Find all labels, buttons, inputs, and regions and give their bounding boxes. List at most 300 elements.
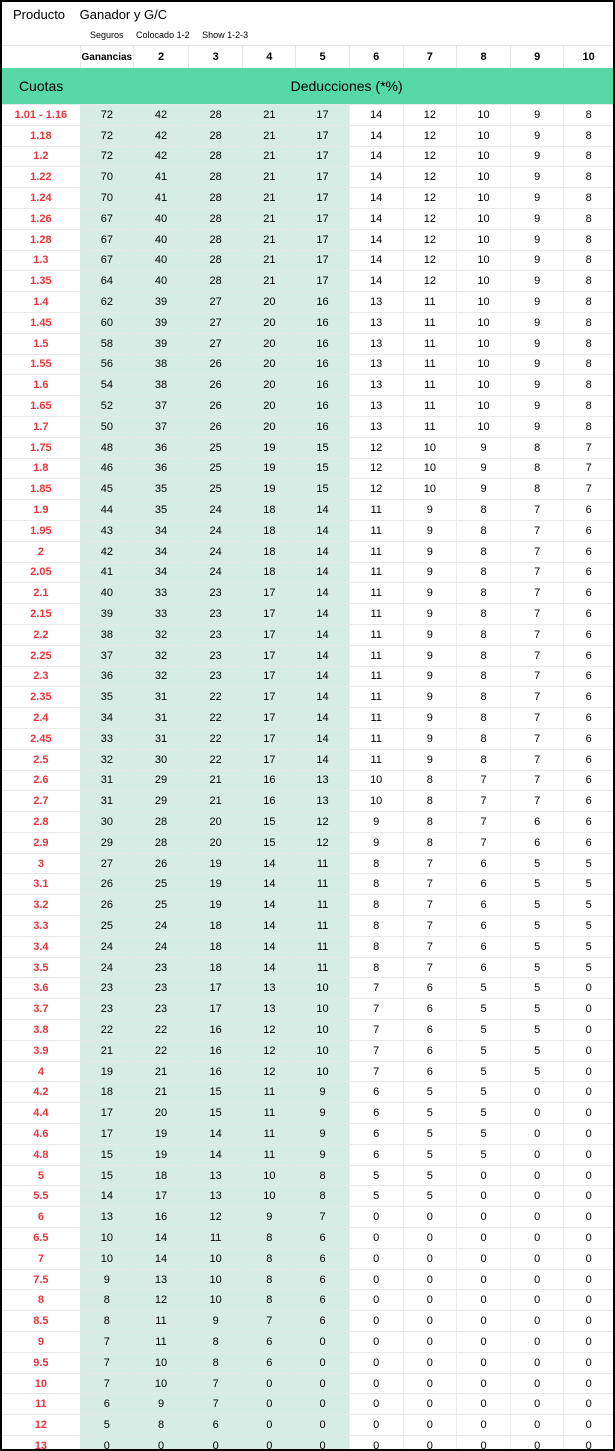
deduction-cell: 24	[189, 520, 243, 541]
deduction-cell: 15	[296, 479, 349, 500]
deduction-cell: 35	[80, 687, 133, 708]
deduction-cell: 18	[243, 500, 296, 521]
table-row	[2, 812, 613, 833]
deduction-cell: 19	[189, 853, 243, 874]
deduction-cell: 22	[133, 1040, 188, 1061]
deduction-cell: 25	[133, 874, 188, 895]
deduction-cell: 22	[189, 708, 243, 729]
odds-cell: 2.25	[2, 645, 80, 666]
deduction-cell: 0	[511, 1352, 564, 1373]
deduction-cell: 11	[349, 604, 403, 625]
table-row	[2, 146, 613, 167]
table-row	[2, 250, 613, 271]
deduction-cell: 12	[403, 188, 456, 209]
deduction-cell: 8	[564, 292, 613, 313]
deduction-cell: 17	[243, 666, 296, 687]
deduction-cell: 9	[80, 1269, 133, 1290]
deduction-cell: 0	[456, 1415, 510, 1436]
deduction-cell: 24	[133, 936, 188, 957]
deduction-cell: 11	[349, 520, 403, 541]
deduction-cell: 12	[403, 105, 456, 126]
table-row	[2, 978, 613, 999]
deduction-cell: 25	[189, 458, 243, 479]
deduction-cell: 8	[349, 874, 403, 895]
deduction-cell: 11	[349, 583, 403, 604]
deduction-cell: 8	[564, 312, 613, 333]
deduction-cell: 5	[511, 1040, 564, 1061]
deduction-cell: 11	[349, 749, 403, 770]
deduction-cell: 15	[296, 437, 349, 458]
deduction-cell: 9	[456, 479, 510, 500]
deduction-cell: 6	[564, 541, 613, 562]
deduction-cell: 0	[564, 1436, 613, 1451]
deduction-cell: 9	[296, 1082, 349, 1103]
deduction-cell: 0	[456, 1207, 510, 1228]
deduction-cell: 42	[80, 541, 133, 562]
deduction-cell: 10	[456, 312, 510, 333]
deduction-cell: 6	[456, 895, 510, 916]
deduction-cell: 15	[80, 1165, 133, 1186]
table-row	[2, 957, 613, 978]
deduction-cell: 36	[133, 437, 188, 458]
deduction-cell: 16	[189, 1040, 243, 1061]
deduction-cell: 24	[189, 500, 243, 521]
deduction-cell: 26	[189, 354, 243, 375]
deduction-cell: 12	[296, 832, 349, 853]
deduction-cell: 14	[349, 208, 403, 229]
odds-cell: 5.5	[2, 1186, 80, 1207]
deduction-cell: 12	[403, 208, 456, 229]
deduction-cell: 0	[564, 978, 613, 999]
deduction-cell: 5	[403, 1082, 456, 1103]
deduction-cell: 72	[80, 125, 133, 146]
deduction-cell: 5	[564, 874, 613, 895]
deduction-cell: 11	[296, 957, 349, 978]
deduction-cell: 17	[189, 978, 243, 999]
deduction-cell: 0	[511, 1248, 564, 1269]
table-row	[2, 437, 613, 458]
odds-cell: 2.6	[2, 770, 80, 791]
deduction-cell: 14	[349, 271, 403, 292]
deduction-cell: 9	[403, 666, 456, 687]
deduction-cell: 7	[511, 749, 564, 770]
deduction-cell: 21	[80, 1040, 133, 1061]
deduction-cell: 11	[243, 1144, 296, 1165]
deduction-cell: 11	[349, 728, 403, 749]
deduction-cell: 0	[349, 1290, 403, 1311]
deduction-cell: 13	[133, 1269, 188, 1290]
deduction-cell: 9	[403, 520, 456, 541]
table-row	[2, 853, 613, 874]
deduction-cell: 6	[189, 1415, 243, 1436]
deduction-cell: 9	[511, 208, 564, 229]
deduction-cell: 12	[349, 479, 403, 500]
deduction-cell: 54	[80, 375, 133, 396]
odds-cell: 2.1	[2, 583, 80, 604]
deduction-cell: 10	[456, 125, 510, 146]
odds-cell: 1.9	[2, 500, 80, 521]
deduction-cell: 9	[511, 271, 564, 292]
deduction-cell: 0	[403, 1352, 456, 1373]
deduction-cell: 12	[403, 167, 456, 188]
deduction-cell: 0	[349, 1436, 403, 1451]
table-row	[2, 541, 613, 562]
deduction-cell: 8	[456, 708, 510, 729]
deduction-cell: 34	[133, 541, 188, 562]
deduction-cell: 20	[243, 375, 296, 396]
deduction-cell: 14	[243, 916, 296, 937]
deduction-cell: 11	[403, 375, 456, 396]
odds-cell: 1.28	[2, 229, 80, 250]
deduction-cell: 27	[189, 333, 243, 354]
deduction-cell: 67	[80, 229, 133, 250]
deduction-cell: 6	[564, 728, 613, 749]
deduction-cell: 17	[243, 749, 296, 770]
table-row	[2, 1290, 613, 1311]
deduction-cell: 16	[296, 333, 349, 354]
odds-cell: 3.6	[2, 978, 80, 999]
table-row	[2, 416, 613, 437]
deduction-cell: 10	[133, 1373, 188, 1394]
odds-cell: 1.8	[2, 458, 80, 479]
deduction-cell: 13	[243, 999, 296, 1020]
deduction-cell: 23	[133, 978, 188, 999]
deduction-cell: 22	[80, 1020, 133, 1041]
deduction-cell: 6	[456, 853, 510, 874]
deduction-cell: 6	[403, 999, 456, 1020]
deduction-cell: 64	[80, 271, 133, 292]
deduction-cell: 0	[403, 1394, 456, 1415]
deduction-cell: 7	[511, 708, 564, 729]
deduction-cell: 7	[80, 1373, 133, 1394]
deduction-cell: 8	[456, 666, 510, 687]
deduction-cell: 0	[296, 1415, 349, 1436]
deduction-cell: 0	[564, 1165, 613, 1186]
deduction-cell: 5	[511, 895, 564, 916]
deduction-cell: 14	[349, 105, 403, 126]
odds-cell: 2.2	[2, 624, 80, 645]
deduction-cell: 5	[511, 1061, 564, 1082]
table-row	[2, 562, 613, 583]
deduction-cell: 42	[133, 125, 188, 146]
deduction-cell: 11	[243, 1103, 296, 1124]
deduction-cell: 7	[243, 1311, 296, 1332]
deduction-cell: 10	[296, 1040, 349, 1061]
deduction-cell: 6	[349, 1124, 403, 1145]
deduction-cell: 10	[456, 146, 510, 167]
deduction-cell: 11	[403, 292, 456, 313]
deduction-cell: 11	[349, 666, 403, 687]
deduction-cell: 6	[564, 770, 613, 791]
deduction-cell: 6	[564, 624, 613, 645]
deduction-cell: 0	[456, 1373, 510, 1394]
deduction-cell: 0	[456, 1436, 510, 1451]
table-row	[2, 1228, 613, 1249]
deduction-cell: 12	[403, 229, 456, 250]
deduction-cell: 45	[80, 479, 133, 500]
deduction-cell: 11	[243, 1082, 296, 1103]
deduction-cell: 21	[133, 1061, 188, 1082]
deduction-cell: 13	[349, 416, 403, 437]
deduction-cell: 12	[403, 146, 456, 167]
deduction-cell: 5	[403, 1103, 456, 1124]
deduction-cell: 0	[403, 1228, 456, 1249]
deduction-cell: 0	[564, 1228, 613, 1249]
odds-cell: 6	[2, 1207, 80, 1228]
deduction-cell: 6	[564, 520, 613, 541]
odds-cell: 4.4	[2, 1103, 80, 1124]
deduction-cell: 20	[189, 812, 243, 833]
deduction-cell: 0	[564, 1332, 613, 1353]
deduction-cell: 7	[80, 1332, 133, 1353]
deduction-cell: 14	[296, 666, 349, 687]
deduction-cell: 20	[243, 333, 296, 354]
deduction-cell: 17	[80, 1103, 133, 1124]
deduction-cell: 25	[189, 437, 243, 458]
deduction-cell: 0	[564, 1311, 613, 1332]
table-row	[2, 832, 613, 853]
deduction-cell: 16	[296, 312, 349, 333]
deduction-cell: 0	[403, 1207, 456, 1228]
deduction-cell: 18	[80, 1082, 133, 1103]
deduction-cell: 19	[243, 458, 296, 479]
deduction-cell: 14	[296, 624, 349, 645]
deduction-cell: 8	[349, 853, 403, 874]
deduction-cell: 12	[243, 1040, 296, 1061]
deduction-cell: 5	[403, 1165, 456, 1186]
deduction-cell: 5	[511, 936, 564, 957]
odds-cell: 1.35	[2, 271, 80, 292]
deduction-cell: 10	[349, 770, 403, 791]
deduction-cell: 14	[80, 1186, 133, 1207]
deduction-cell: 10	[456, 396, 510, 417]
odds-cell: 2.05	[2, 562, 80, 583]
deduction-cell: 7	[564, 479, 613, 500]
deduction-cell: 9	[511, 125, 564, 146]
deduction-cell: 0	[296, 1436, 349, 1451]
deduction-cell: 24	[80, 957, 133, 978]
deduction-cell: 9	[456, 458, 510, 479]
table-row	[2, 105, 613, 126]
table-row	[2, 1248, 613, 1269]
deduction-cell: 0	[564, 1352, 613, 1373]
deduction-cell: 14	[296, 604, 349, 625]
deduction-cell: 6	[456, 916, 510, 937]
deduction-cell: 6	[349, 1144, 403, 1165]
deduction-cell: 70	[80, 167, 133, 188]
deduction-cell: 11	[403, 416, 456, 437]
deduction-cell: 6	[564, 812, 613, 833]
deduction-cell: 5	[564, 936, 613, 957]
deduction-cell: 7	[564, 437, 613, 458]
deduction-cell: 8	[456, 604, 510, 625]
deduction-cell: 31	[80, 791, 133, 812]
deduction-cell: 8	[456, 583, 510, 604]
deduction-cell: 0	[296, 1373, 349, 1394]
deduction-cell: 9	[511, 396, 564, 417]
deduction-cell: 0	[189, 1436, 243, 1451]
deduction-cell: 17	[80, 1124, 133, 1145]
deduction-cell: 40	[133, 229, 188, 250]
deduction-cell: 5	[456, 978, 510, 999]
deduction-cell: 37	[80, 645, 133, 666]
deduction-cell: 11	[296, 916, 349, 937]
deduction-cell: 8	[296, 1165, 349, 1186]
deduction-cell: 33	[80, 728, 133, 749]
deduction-cell: 8	[564, 250, 613, 271]
deduction-cell: 9	[511, 250, 564, 271]
deduction-cell: 8	[564, 208, 613, 229]
table-row	[2, 312, 613, 333]
deduction-cell: 7	[511, 791, 564, 812]
table-row	[2, 1269, 613, 1290]
deduction-cell: 14	[189, 1124, 243, 1145]
deduction-cell: 17	[243, 645, 296, 666]
deduction-cell: 10	[456, 416, 510, 437]
deduction-cell: 11	[296, 874, 349, 895]
table-row	[2, 999, 613, 1020]
deduction-cell: 20	[243, 416, 296, 437]
deduction-cell: 5	[456, 1144, 510, 1165]
deduction-cell: 8	[349, 957, 403, 978]
deduction-cell: 58	[80, 333, 133, 354]
deduction-cell: 23	[133, 957, 188, 978]
deduction-cell: 17	[243, 708, 296, 729]
deduction-cell: 17	[296, 125, 349, 146]
deduction-cell: 11	[403, 312, 456, 333]
deduction-cell: 11	[349, 687, 403, 708]
deduction-cell: 50	[80, 416, 133, 437]
deduction-cell: 17	[296, 188, 349, 209]
deduction-cell: 7	[511, 687, 564, 708]
deduction-cell: 7	[403, 936, 456, 957]
deduction-cell: 23	[189, 624, 243, 645]
deduction-cell: 40	[80, 583, 133, 604]
deduction-cell: 6	[243, 1352, 296, 1373]
deduction-cell: 8	[564, 188, 613, 209]
deduction-cell: 0	[456, 1186, 510, 1207]
deduction-cell: 31	[80, 770, 133, 791]
deduction-cell: 8	[80, 1290, 133, 1311]
deduction-cell: 21	[189, 791, 243, 812]
deduction-cell: 9	[511, 188, 564, 209]
deduction-cell: 18	[243, 562, 296, 583]
odds-cell: 1.7	[2, 416, 80, 437]
deduction-cell: 10	[456, 188, 510, 209]
deduction-cell: 8	[564, 105, 613, 126]
deduction-cell: 9	[403, 624, 456, 645]
deduction-cell: 7	[349, 1061, 403, 1082]
deduction-cell: 7	[511, 500, 564, 521]
table-row	[2, 1040, 613, 1061]
deduction-cell: 26	[80, 895, 133, 916]
deduction-cell: 11	[243, 1124, 296, 1145]
odds-cell: 4.6	[2, 1124, 80, 1145]
deduction-cell: 15	[296, 458, 349, 479]
deduction-cell: 22	[189, 728, 243, 749]
deduction-cell: 60	[80, 312, 133, 333]
deduction-cell: 0	[511, 1082, 564, 1103]
odds-cell: 1.6	[2, 375, 80, 396]
odds-cell: 3.9	[2, 1040, 80, 1061]
deduction-cell: 9	[511, 312, 564, 333]
table-row	[2, 895, 613, 916]
table-row	[2, 458, 613, 479]
odds-cell: 1.22	[2, 167, 80, 188]
deduction-cell: 8	[403, 812, 456, 833]
deduction-cell: 21	[189, 770, 243, 791]
deduction-cell: 8	[456, 687, 510, 708]
deduction-cell: 8	[511, 479, 564, 500]
deduction-cell: 46	[80, 458, 133, 479]
deduction-cell: 19	[189, 895, 243, 916]
deduction-cell: 10	[456, 229, 510, 250]
deduction-cell: 0	[403, 1248, 456, 1269]
product-header	[13, 7, 167, 23]
deduction-cell: 38	[133, 375, 188, 396]
column-header-row	[2, 46, 613, 69]
deduction-cell: 6	[403, 1020, 456, 1041]
column-header-8: 8	[456, 46, 510, 69]
deduction-cell: 7	[511, 520, 564, 541]
deduction-cell: 6	[564, 500, 613, 521]
deduction-cell: 9	[511, 375, 564, 396]
deduction-cell: 56	[80, 354, 133, 375]
deduction-cell: 27	[80, 853, 133, 874]
odds-cell: 2.15	[2, 604, 80, 625]
show-label: Show 1-2-3	[202, 30, 249, 40]
column-header-5: 5	[296, 46, 349, 69]
deduction-cell: 5	[564, 895, 613, 916]
odds-cell: 1.75	[2, 437, 80, 458]
table-row	[2, 375, 613, 396]
deduction-cell: 14	[349, 167, 403, 188]
deduction-cell: 20	[133, 1103, 188, 1124]
deduction-cell: 0	[349, 1311, 403, 1332]
deduction-cell: 9	[243, 1207, 296, 1228]
deduction-cell: 5	[349, 1186, 403, 1207]
deduction-cell: 7	[189, 1394, 243, 1415]
deduction-cell: 19	[189, 874, 243, 895]
deduction-cell: 14	[296, 708, 349, 729]
column-header-blank	[2, 46, 80, 69]
deduction-cell: 0	[564, 1248, 613, 1269]
cuotas-label: Cuotas	[2, 68, 80, 105]
deduction-cell: 5	[456, 1061, 510, 1082]
deduction-cell: 24	[80, 936, 133, 957]
deduction-cell: 0	[296, 1394, 349, 1415]
deduction-cell: 0	[349, 1415, 403, 1436]
deduction-cell: 8	[189, 1332, 243, 1353]
deduction-cell: 8	[456, 500, 510, 521]
deduction-cell: 9	[511, 105, 564, 126]
deduction-cell: 8	[456, 520, 510, 541]
deduction-cell: 0	[511, 1124, 564, 1145]
deduction-cell: 0	[564, 1144, 613, 1165]
deduction-cell: 9	[403, 500, 456, 521]
deduction-cell: 16	[243, 791, 296, 812]
deduction-cell: 0	[511, 1165, 564, 1186]
bet-types-header	[90, 29, 258, 41]
seguros-label: Seguros	[90, 30, 124, 40]
deduction-cell: 0	[403, 1415, 456, 1436]
column-header-6: 6	[349, 46, 403, 69]
deduction-cell: 9	[296, 1124, 349, 1145]
producto-value: Ganador y G/C	[79, 7, 168, 22]
deduction-cell: 33	[133, 604, 188, 625]
deduction-cell: 10	[349, 791, 403, 812]
deduction-cell: 10	[243, 1165, 296, 1186]
